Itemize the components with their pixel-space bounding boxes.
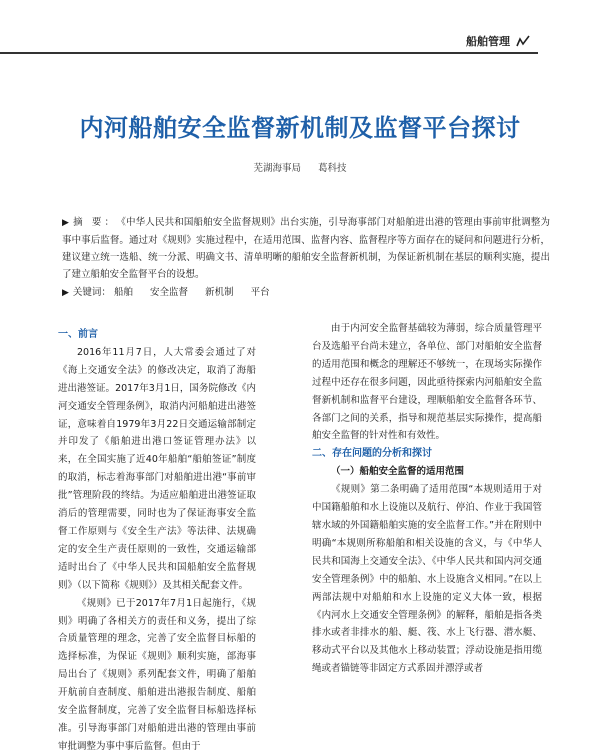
- abstract-label: 摘 要：: [73, 217, 118, 228]
- keywords-line: [62, 284, 550, 302]
- body-paragraph: 《规则》已于2017年7月1日起施行，《规则》明确了各相关方的责任和义务，提出了综合质量管理的理念，完善了安全监督目标船的选择标准，为保证《规则》顺利实施，部海事局出台了《规则》系列配套文件，明确了船舶开航前自查制度、船舶进出港报告制度、船舶安全监督制度，完善了安全监督目标船选择标准。引导海事部门对船舶进出港的管理由事前审批调整为事中事后监督。但由于: [58, 597, 256, 752]
- keyword: 新机制: [205, 287, 234, 298]
- body-column-left: [58, 326, 256, 756]
- keywords-label: 关键词：: [72, 287, 111, 298]
- subsection-heading: （一）船舶安全监督的适用范围: [331, 466, 465, 478]
- column-name: 船舶管理: [466, 35, 510, 48]
- body-paragraph: 《规则》第二条明确了适用范围“本规则适用于对中国籍船舶和水上设施以及航行、停泊、作业于我国管辖水域的外国籍船舶实施的安全监督工作。”并在附则中明确“本规则所称船舶和相关设施的含义，与《中华人民共和国海上交通安全法》、《中华人民共和国内河交通安全管理条例》中的船舶、水上设施含义相同。”在以上两部法规中对船舶和水上设施的定义大体一致，根据《内河水上交通安全管理条例》的解释，船舶是指各类排水或者非排水的船、艇、筏、水上飞行器、潜水艇、移动式平台以及其他水上移动装置；浮动设施是指用缆绳或者锚链等非固定方式系固并漂浮或者: [312, 484, 542, 675]
- body-paragraph: 2016年11月7日，人大常委会通过了对《海上交通安全法》的修改决定，取消了海船进出港签证。2017年3月1日，国务院修改《内河交通安全管理条例》，取消内河船舶进出港签证，意味着自1979年3月22日交通运输部制定并印发了《船舶进出港口签证管理办法》以来，在全国实施了近40年船舶“船舶签证”制度的取消，标志着海事部门对船舶进出港“事前审批”管理阶段的终结。为适应船舶进出港签证取消后的管理需要，同时也为了保证海事安全监督工作原则与《安全生产法》等法律、法规确定的安全生产责任原则的一致性，交通运输部适时出台了《中华人民共和国船舶安全监督规则》（以下简称《规则》）及其相关配套文件。: [58, 346, 256, 591]
- abstract-marker-icon: ▶: [62, 218, 70, 228]
- body-paragraph: 由于内河安全监督基础较为薄弱，综合质量管理平台及选船平台尚未建立，各单位、部门对船舶安全监督的适用范围和概念的理解还不够统一，在现场实际操作过程中还存在很多问题，因此亟待探索内河船舶安全监督新机制和监督平台建设，理顺船舶安全监督各环节、各部门之间的关系，指导和规范基层实际操作，提高船舶安全监督的针对性和有效性。: [312, 323, 542, 442]
- keyword: 平台: [250, 287, 270, 298]
- section-heading: 二、存在问题的分析和探讨: [312, 448, 432, 460]
- keyword: 船舶: [113, 287, 133, 298]
- keyword: 安全监督: [150, 287, 189, 298]
- header-divider: [0, 52, 538, 54]
- section-heading: 一、前言: [58, 329, 98, 340]
- pen-icon: [516, 35, 530, 47]
- body-column-right: [312, 320, 542, 678]
- column-header: [466, 33, 530, 49]
- keywords-marker-icon: ▶: [62, 288, 69, 298]
- article-title: 内河船舶安全监督新机制及监督平台探讨: [79, 114, 521, 142]
- article-authors: 芜湖海事局 葛科技: [253, 163, 347, 174]
- abstract-block: [62, 214, 550, 302]
- abstract-paragraph: [62, 214, 550, 283]
- abstract-text: 《中华人民共和国船舶安全监督规则》出台实施，引导海事部门对船舶进出港的管理由事前审批调整为事中事后监督。通过对《规则》实施过程中，在适用范围、监督内容、监督程序等方面存在的疑问和问题进行分析，建议建立统一选船、统一分派、明确文书、清单明晰的船舶安全监督新机制，为保证新机制在基层的顺利实施，提出了建立船舶安全监督平台的设想。: [62, 217, 550, 280]
